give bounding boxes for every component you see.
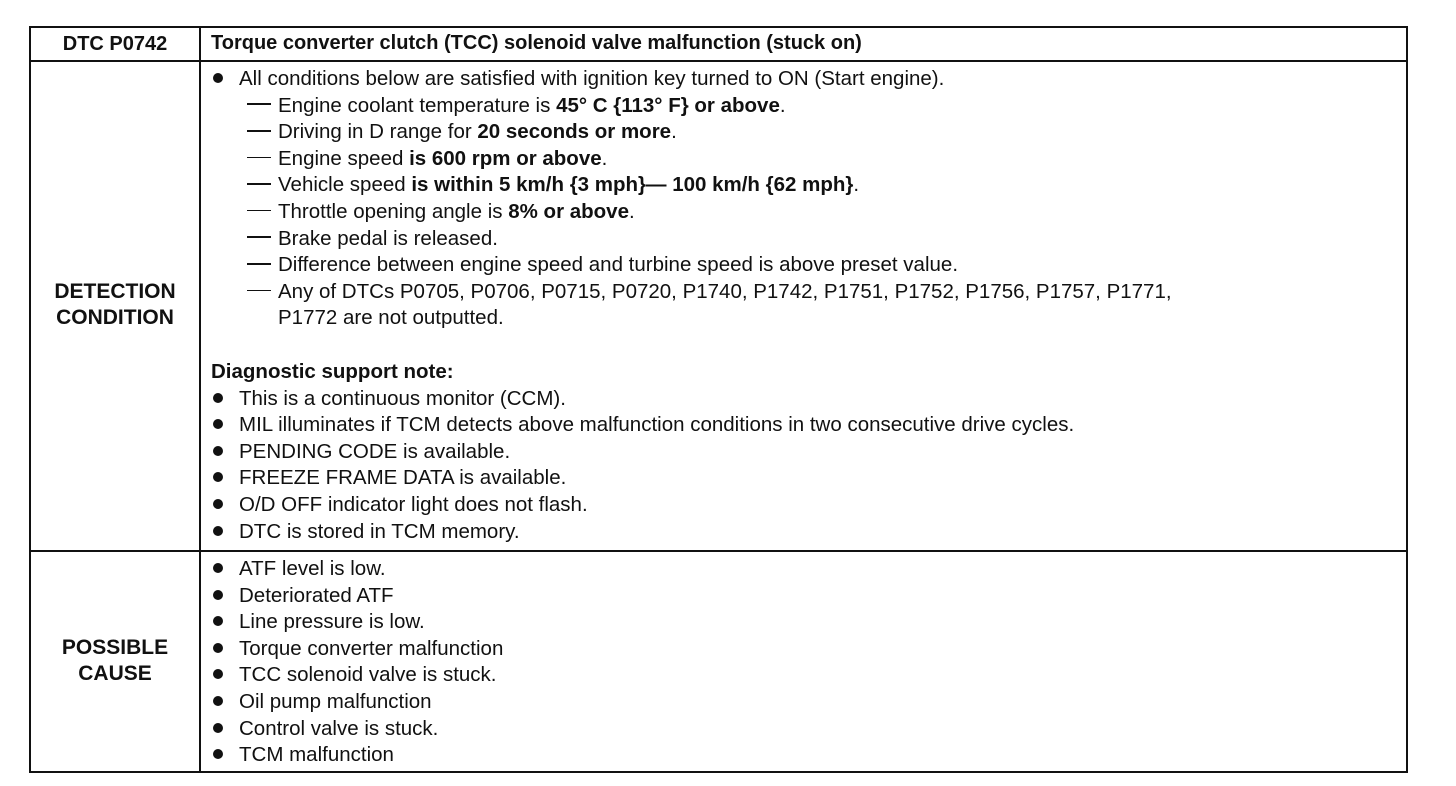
condition-continuation: P1772 are not outputted.	[278, 306, 504, 330]
note-text: FREEZE FRAME DATA is available.	[239, 466, 567, 490]
dash-icon	[247, 226, 273, 253]
cause-label-cell	[31, 550, 201, 771]
dash-icon	[247, 252, 273, 279]
dash-icon	[247, 119, 273, 146]
dash-icon	[247, 146, 273, 173]
bullet-icon	[213, 499, 223, 509]
condition-item	[211, 93, 1406, 120]
bullet-icon	[213, 669, 223, 679]
detection-label-line2: CONDITION	[56, 306, 174, 329]
condition-value: is within 5 km/h {3 mph}— 100 km/h {62 mph}	[411, 173, 854, 197]
dtc-code: DTC P0742	[62, 33, 168, 55]
note-text: This is a continuous monitor (CCM).	[239, 386, 566, 410]
condition-value: 20 seconds or more	[477, 120, 672, 144]
dtc-title: Torque converter clutch (TCC) solenoid valve malfunction (stuck on)	[211, 32, 862, 54]
bullet-icon	[213, 393, 223, 403]
condition-tail: .	[601, 146, 608, 170]
note-item	[211, 439, 1406, 466]
detection-condition-row	[31, 60, 1406, 552]
note-item	[211, 412, 1406, 439]
bullet-icon	[213, 643, 223, 653]
note-item	[211, 386, 1406, 413]
cause-item	[211, 556, 1406, 583]
bullet-icon	[213, 696, 223, 706]
note-text: O/D OFF indicator light does not flash.	[239, 492, 588, 516]
dtc-title-cell	[201, 28, 1406, 60]
dtc-table	[29, 26, 1408, 773]
table-header-row	[31, 28, 1406, 62]
detection-intro	[211, 66, 1406, 93]
detection-label-cell	[31, 60, 201, 550]
note-text: PENDING CODE is available.	[239, 439, 511, 463]
bullet-icon	[213, 723, 223, 733]
condition-text: Any of DTCs P0705, P0706, P0715, P0720, P1740, P1742, P1751, P1752, P1756, P1757, P1771,	[278, 279, 1172, 303]
cause-item	[211, 636, 1406, 663]
dash-icon	[247, 172, 273, 199]
condition-value: 8% or above	[508, 199, 629, 223]
cause-label-line1: POSSIBLE	[61, 635, 169, 659]
cause-text: Torque converter malfunction	[239, 636, 504, 660]
cause-text: ATF level is low.	[239, 557, 386, 580]
cause-text: Line pressure is low.	[239, 610, 425, 634]
dash-icon	[247, 93, 273, 120]
dash-icon	[247, 199, 273, 226]
bullet-icon	[213, 446, 223, 456]
condition-text: Engine coolant temperature is	[278, 93, 557, 117]
cause-text: TCM malfunction	[239, 743, 394, 767]
condition-text: Brake pedal is released.	[278, 226, 498, 250]
diagnostic-note-title: Diagnostic support note:	[211, 359, 454, 383]
bullet-icon	[213, 472, 223, 482]
bullet-icon	[213, 590, 223, 600]
bullet-icon	[213, 616, 223, 626]
detection-content-cell	[201, 60, 1406, 550]
cause-label-line2: CAUSE	[78, 661, 152, 685]
cause-item	[211, 689, 1406, 716]
possible-cause-row	[31, 550, 1406, 771]
condition-text: Difference between engine speed and turbine speed is above preset value.	[278, 253, 959, 277]
note-item	[211, 519, 1406, 546]
condition-text: Driving in D range for	[278, 120, 478, 144]
condition-tail: .	[853, 173, 860, 197]
bullet-icon	[213, 749, 223, 759]
cause-item	[211, 716, 1406, 743]
condition-text: Throttle opening angle is	[278, 199, 509, 223]
condition-tail: .	[671, 120, 677, 144]
condition-item	[211, 199, 1406, 226]
condition-value: is 600 rpm or above	[409, 146, 602, 170]
condition-item	[211, 119, 1406, 146]
cause-text: Control valve is stuck.	[239, 716, 439, 740]
bullet-icon	[213, 73, 223, 83]
note-item	[211, 492, 1406, 519]
cause-content-cell	[201, 550, 1406, 771]
cause-item	[211, 583, 1406, 610]
condition-item	[211, 279, 1406, 306]
cause-item	[211, 662, 1406, 689]
detection-label-line1: DETECTION	[54, 280, 176, 303]
condition-item	[211, 226, 1406, 253]
condition-tail: .	[629, 199, 635, 223]
dtc-code-cell	[31, 28, 201, 60]
cause-item	[211, 609, 1406, 636]
note-text: DTC is stored in TCM memory.	[239, 519, 520, 543]
condition-tail: .	[779, 93, 786, 117]
condition-item	[211, 252, 1406, 279]
bullet-icon	[213, 526, 223, 536]
condition-item	[211, 146, 1406, 173]
dash-icon	[247, 279, 273, 306]
cause-text: Deteriorated ATF	[239, 583, 394, 607]
note-item	[211, 465, 1406, 492]
cause-text: Oil pump malfunction	[239, 689, 432, 713]
detection-intro-text: All conditions below are satisfied with ignition key turned to ON (Start engine).	[239, 67, 945, 90]
bullet-icon	[213, 419, 223, 429]
condition-value: 45° C {113° F} or above	[556, 93, 780, 117]
note-text: MIL illuminates if TCM detects above malfunction conditions in two consecutive drive cycles.	[239, 413, 1075, 437]
bullet-icon	[213, 563, 223, 573]
cause-text: TCC solenoid valve is stuck.	[239, 663, 497, 687]
condition-text: Engine speed	[278, 146, 410, 170]
condition-item	[211, 172, 1406, 199]
cause-item	[211, 742, 1406, 769]
condition-text: Vehicle speed	[278, 173, 412, 197]
